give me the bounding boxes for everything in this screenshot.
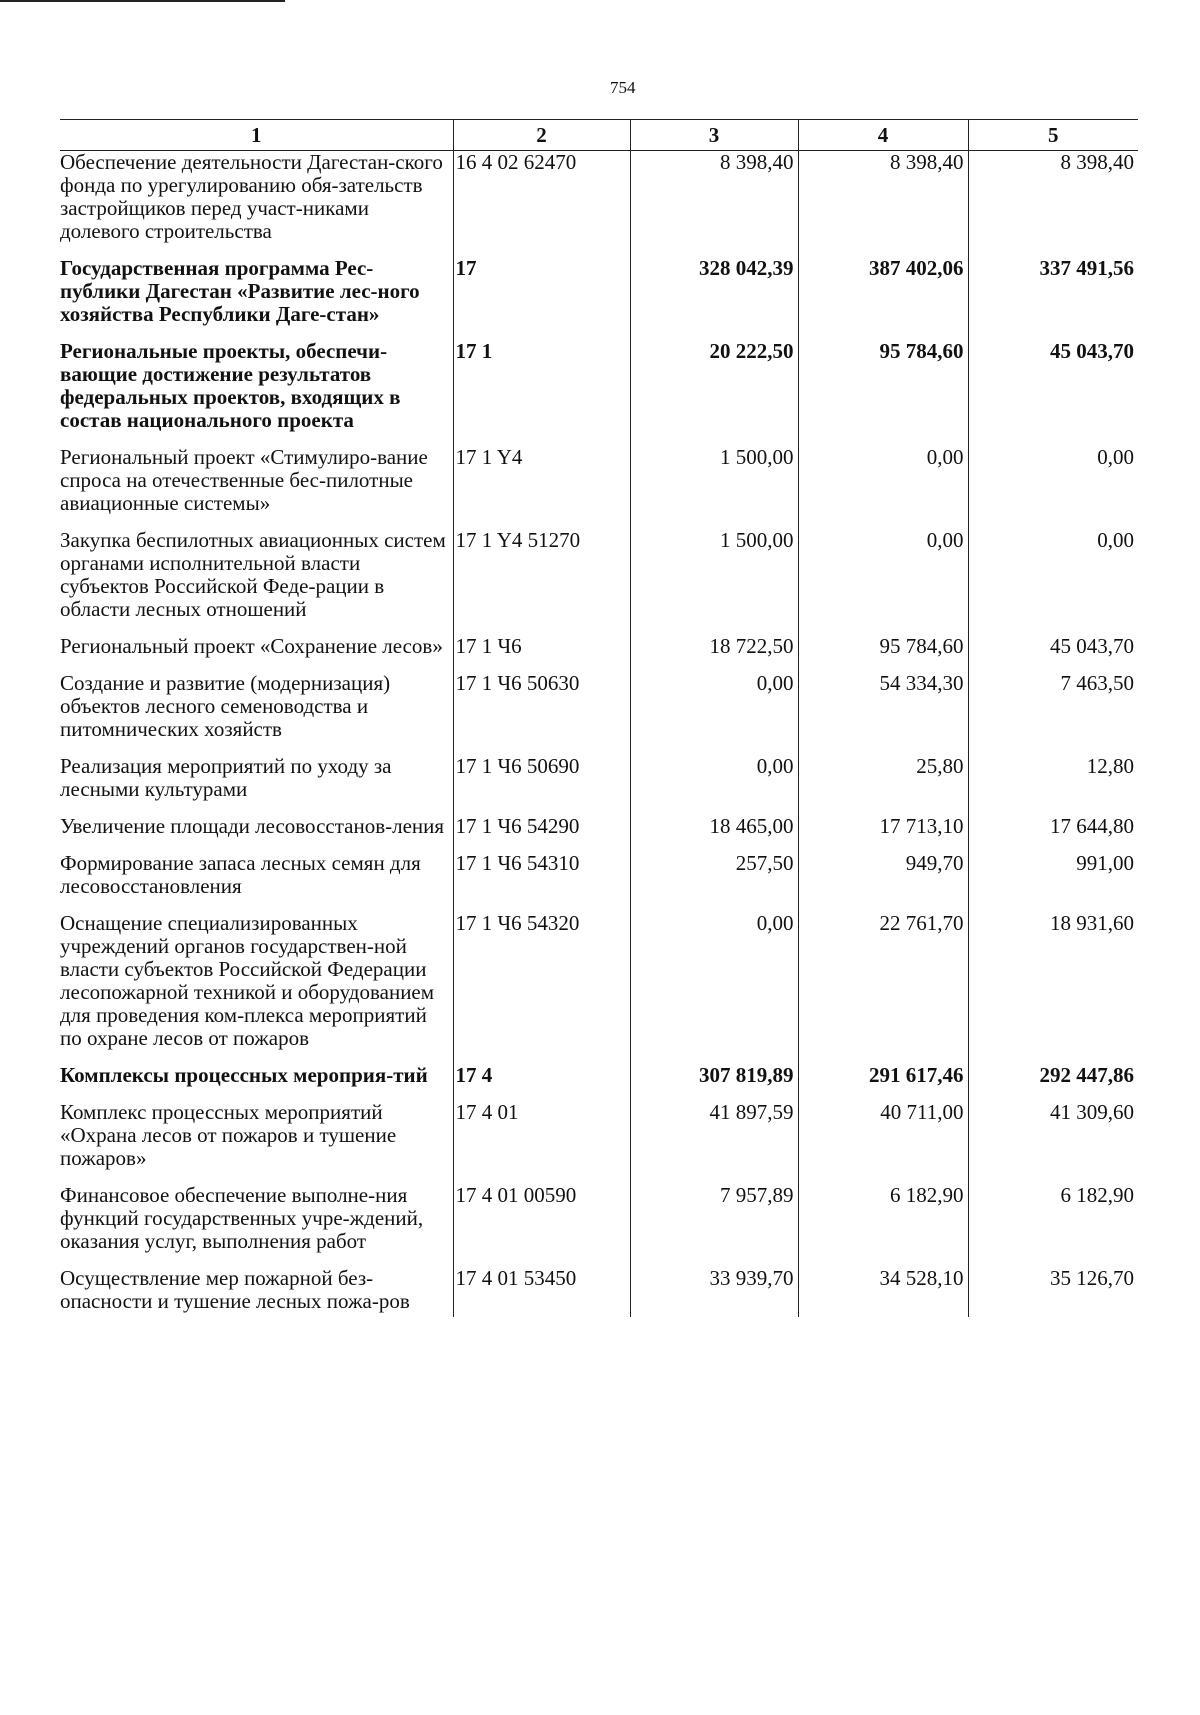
row-value-3: 45 043,70 xyxy=(968,340,1138,446)
row-value-1: 0,00 xyxy=(630,672,798,755)
row-value-2: 54 334,30 xyxy=(798,672,968,755)
table-row xyxy=(60,257,1138,340)
row-value-2: 8 398,40 xyxy=(798,151,968,258)
row-code: 17 1 Ч6 54310 xyxy=(453,852,630,912)
table-row xyxy=(60,1064,1138,1101)
table-row xyxy=(60,755,1138,815)
table-row xyxy=(60,340,1138,446)
table-header-row xyxy=(60,120,1138,151)
row-value-2: 291 617,46 xyxy=(798,1064,968,1101)
row-name: Региональный проект «Сохранение лесов» xyxy=(60,634,443,658)
table-row xyxy=(60,151,1138,258)
row-value-1: 18 722,50 xyxy=(630,635,798,672)
row-name: Комплекс процессных мероприятий «Охрана лесов от пожаров и тушение пожаров» xyxy=(60,1100,397,1170)
row-value-1: 0,00 xyxy=(630,912,798,1064)
table-body xyxy=(60,151,1138,1318)
row-value-3: 35 126,70 xyxy=(968,1267,1138,1317)
row-value-2: 22 761,70 xyxy=(798,912,968,1064)
row-code: 17 4 01 53450 xyxy=(453,1267,630,1317)
row-value-1: 33 939,70 xyxy=(630,1267,798,1317)
row-name: Реализация мероприятий по уходу за лесными культурами xyxy=(60,754,392,801)
header-col-3: 3 xyxy=(630,120,798,151)
row-value-1: 41 897,59 xyxy=(630,1101,798,1184)
row-value-3: 0,00 xyxy=(968,446,1138,529)
row-name: Региональные проекты, обеспечи-вающие достижение результатов федеральных проектов, входящих в состав национального проекта xyxy=(60,339,401,432)
row-code: 17 xyxy=(453,257,630,340)
row-value-2: 387 402,06 xyxy=(798,257,968,340)
row-value-1: 328 042,39 xyxy=(630,257,798,340)
row-value-1: 8 398,40 xyxy=(630,151,798,258)
row-value-1: 257,50 xyxy=(630,852,798,912)
row-code: 17 4 xyxy=(453,1064,630,1101)
row-value-3: 45 043,70 xyxy=(968,635,1138,672)
row-code: 17 1 Ч6 50690 xyxy=(453,755,630,815)
table-row xyxy=(60,529,1138,635)
row-value-3: 17 644,80 xyxy=(968,815,1138,852)
row-value-2: 95 784,60 xyxy=(798,635,968,672)
row-value-1: 307 819,89 xyxy=(630,1064,798,1101)
row-value-2: 17 713,10 xyxy=(798,815,968,852)
row-name: Обеспечение деятельности Дагестан-ского фонда по урегулированию обя-зательств застройщиков перед участ-никами долевого строительства xyxy=(60,150,443,243)
row-value-2: 0,00 xyxy=(798,446,968,529)
row-value-2: 34 528,10 xyxy=(798,1267,968,1317)
table-row xyxy=(60,635,1138,672)
row-code: 17 1 Ч6 54320 xyxy=(453,912,630,1064)
table-row xyxy=(60,852,1138,912)
row-value-2: 6 182,90 xyxy=(798,1184,968,1267)
table-row xyxy=(60,446,1138,529)
row-value-2: 949,70 xyxy=(798,852,968,912)
table-row xyxy=(60,1101,1138,1184)
row-value-2: 0,00 xyxy=(798,529,968,635)
row-code: 17 1 Y4 xyxy=(453,446,630,529)
row-name: Увеличение площади лесовосстанов-ления xyxy=(60,814,445,838)
row-value-3: 18 931,60 xyxy=(968,912,1138,1064)
row-name: Оснащение специализированных учреждений органов государствен-ной власти субъектов Российской Федерации лесопожарной техникой и оборудованием для проведения ком-плекса мероприятий по охране лесов от пожаров xyxy=(60,911,435,1050)
row-value-3: 41 309,60 xyxy=(968,1101,1138,1184)
table-row xyxy=(60,912,1138,1064)
row-code: 16 4 02 62470 xyxy=(453,151,630,258)
row-value-1: 20 222,50 xyxy=(630,340,798,446)
row-value-1: 0,00 xyxy=(630,755,798,815)
row-value-1: 7 957,89 xyxy=(630,1184,798,1267)
row-value-3: 8 398,40 xyxy=(968,151,1138,258)
table-row xyxy=(60,1184,1138,1267)
row-code: 17 1 Ч6 54290 xyxy=(453,815,630,852)
row-value-3: 337 491,56 xyxy=(968,257,1138,340)
budget-table xyxy=(60,119,1138,1317)
table-row xyxy=(60,1267,1138,1317)
row-code: 17 1 Y4 51270 xyxy=(453,529,630,635)
table-row xyxy=(60,815,1138,852)
row-name: Финансовое обеспечение выполне-ния функций государственных учре-ждений, оказания услуг, выполнения работ xyxy=(60,1183,424,1253)
row-name: Осуществление мер пожарной без-опасности и тушение лесных пожа-ров xyxy=(60,1266,410,1313)
row-value-2: 40 711,00 xyxy=(798,1101,968,1184)
table-row xyxy=(60,672,1138,755)
row-value-1: 18 465,00 xyxy=(630,815,798,852)
header-col-2: 2 xyxy=(453,120,630,151)
row-value-3: 991,00 xyxy=(968,852,1138,912)
row-name: Закупка беспилотных авиационных систем органами исполнительной власти субъектов Российской Феде-рации в области лесных отношений xyxy=(60,528,446,621)
row-code: 17 1 Ч6 50630 xyxy=(453,672,630,755)
row-value-2: 95 784,60 xyxy=(798,340,968,446)
row-name: Региональный проект «Стимулиро-вание спроса на отечественные бес-пилотные авиационные системы» xyxy=(60,445,428,515)
row-value-3: 12,80 xyxy=(968,755,1138,815)
row-name: Формирование запаса лесных семян для лесовосстановления xyxy=(60,851,421,898)
header-col-1: 1 xyxy=(60,120,453,151)
row-name: Создание и развитие (модернизация) объектов лесного семеноводства и питомнических хозяйств xyxy=(60,671,391,741)
header-col-5: 5 xyxy=(968,120,1138,151)
row-value-3: 292 447,86 xyxy=(968,1064,1138,1101)
row-value-3: 0,00 xyxy=(968,529,1138,635)
row-code: 17 1 xyxy=(453,340,630,446)
row-name: Комплексы процессных мероприя-тий xyxy=(60,1063,428,1087)
row-code: 17 4 01 xyxy=(453,1101,630,1184)
top-rule xyxy=(0,0,285,2)
row-value-1: 1 500,00 xyxy=(630,529,798,635)
row-value-3: 7 463,50 xyxy=(968,672,1138,755)
row-value-2: 25,80 xyxy=(798,755,968,815)
row-code: 17 4 01 00590 xyxy=(453,1184,630,1267)
row-value-1: 1 500,00 xyxy=(630,446,798,529)
page-number: 754 xyxy=(610,78,636,97)
row-name: Государственная программа Рес-публики Дагестан «Развитие лес-ного хозяйства Республики Даге-стан» xyxy=(60,256,420,326)
header-col-4: 4 xyxy=(798,120,968,151)
row-code: 17 1 Ч6 xyxy=(453,635,630,672)
row-value-3: 6 182,90 xyxy=(968,1184,1138,1267)
